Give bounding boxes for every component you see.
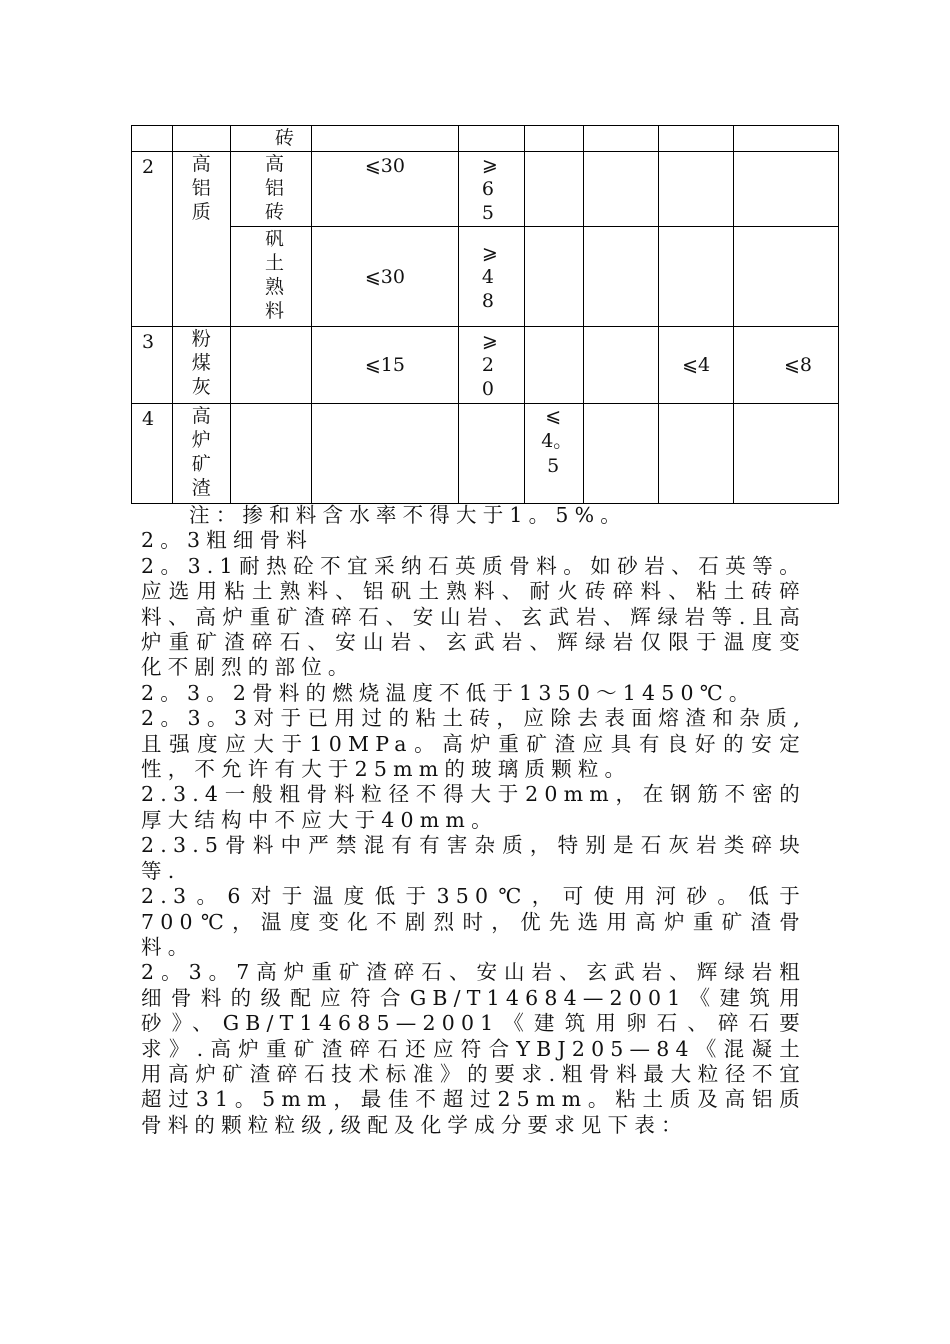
table-cell [132,126,173,152]
paragraph: 2。3.1耐热砼不宜采纳石英质骨料。如砂岩、石英等。应选用粘土熟料、铝矾土熟料、耐火砖碎料、粘土砖碎料、高炉重矿渣碎石、安山岩、玄武岩、辉绿岩等.且高炉重矿渣碎石、安山岩、玄武岩、辉绿岩仅限于温度变化不剧烈的部位。 [141,553,806,680]
table-row [132,126,839,152]
paragraph: 2。3。3对于已用过的粘土砖，应除去表面熔渣和杂质,且强度应大于10MPa。高炉重矿渣应具有良好的安定性，不允许有大于25mm的玻璃质颗粒。 [141,706,806,782]
value-cell: ⩾20 [481,330,498,400]
table-cell [230,152,311,227]
table-cell [734,126,839,152]
paragraph: 2.3。6对于温度低于350℃，可使用河砂。低于700℃，温度变化不剧烈时，优先选用高炉重矿渣骨料。 [141,884,806,959]
category-cell: 粉煤灰 [191,328,211,398]
table-cell [658,404,733,504]
value-cell: ⩽15 [311,327,458,404]
table-cell [658,126,733,152]
paragraph: 2。3。2骨料的燃烧温度不低于1350～1450℃。 [141,680,756,705]
table-cell [230,126,311,152]
table-cell [734,404,839,504]
table-cell [458,404,524,504]
table-cell [230,227,311,327]
row-number-cell: 3 [132,327,173,404]
value-cell: ⩽4。5 [541,405,573,477]
value-cell: ⩾48 [481,241,498,312]
material-cell: 矾土熟料 [265,228,285,322]
table-cell [658,227,733,327]
value-cell: ⩽30 [311,152,458,227]
table-cell [458,227,524,327]
table-row [132,327,839,404]
table-cell [230,404,311,504]
material-cell: 砖 [275,127,295,149]
category-cell: 高炉矿渣 [191,405,211,499]
row-number-cell: 2 [132,152,173,327]
table-cell [583,404,658,504]
table-cell [525,327,583,404]
table-cell [583,152,658,227]
table-cell [583,126,658,152]
value-cell: ⩽8 [734,327,839,404]
table-row [132,152,839,227]
material-cell: 高铝砖 [265,153,285,223]
table-cell [458,126,524,152]
table-row [132,404,839,504]
table-cell [525,152,583,227]
table-cell [525,126,583,152]
paragraph: 2.3.5骨料中严禁混有有害杂质，特别是石灰岩类碎块等. [141,833,806,883]
value-cell: ⩽4 [658,327,733,404]
table-cell [311,126,458,152]
table-cell [173,327,230,404]
table-note: 注：掺和料含水率不得大于1。5%。 [189,503,627,527]
category-cell: 高铝质 [191,153,211,223]
row-number-cell: 4 [132,404,173,504]
table-cell [658,152,733,227]
paragraph: 2。3。7高炉重矿渣碎石、安山岩、玄武岩、辉绿岩粗细骨料的级配应符合GB/T14684—2001《建筑用砂》、GB/T14685—2001《建筑用卵石、碎石要求》.高炉重矿渣碎石还应符合YBJ205—84《混凝土用高炉矿渣碎石技术标准》的要求.粗骨料最大粒径不宜超过31。5mm，最佳不超过25mm。粘土质及高铝质骨料的颗粒粒级,级配及化学成分要求见下表： [141,960,806,1137]
table-cell [583,227,658,327]
value-cell: ⩽30 [311,227,458,327]
table-cell [173,404,230,504]
paragraph: 2.3.4一般粗骨料粒径不得大于20mm，在钢筋不密的厚大结构中不应大于40mm。 [141,782,806,832]
table-cell [583,327,658,404]
table-cell [734,152,839,227]
document-body [141,503,806,1138]
table-cell [734,227,839,327]
section-heading: 2。3粗细骨料 [141,528,313,553]
table-cell [525,227,583,327]
table-cell [230,327,311,404]
value-cell: ⩾65 [481,154,498,224]
table-cell [173,152,230,327]
table-cell [173,126,230,152]
admixture-spec-table [131,125,839,504]
table-cell [311,404,458,504]
table-row [132,227,839,327]
table-cell [458,327,524,404]
table-cell [525,404,583,504]
table-cell [458,152,524,227]
